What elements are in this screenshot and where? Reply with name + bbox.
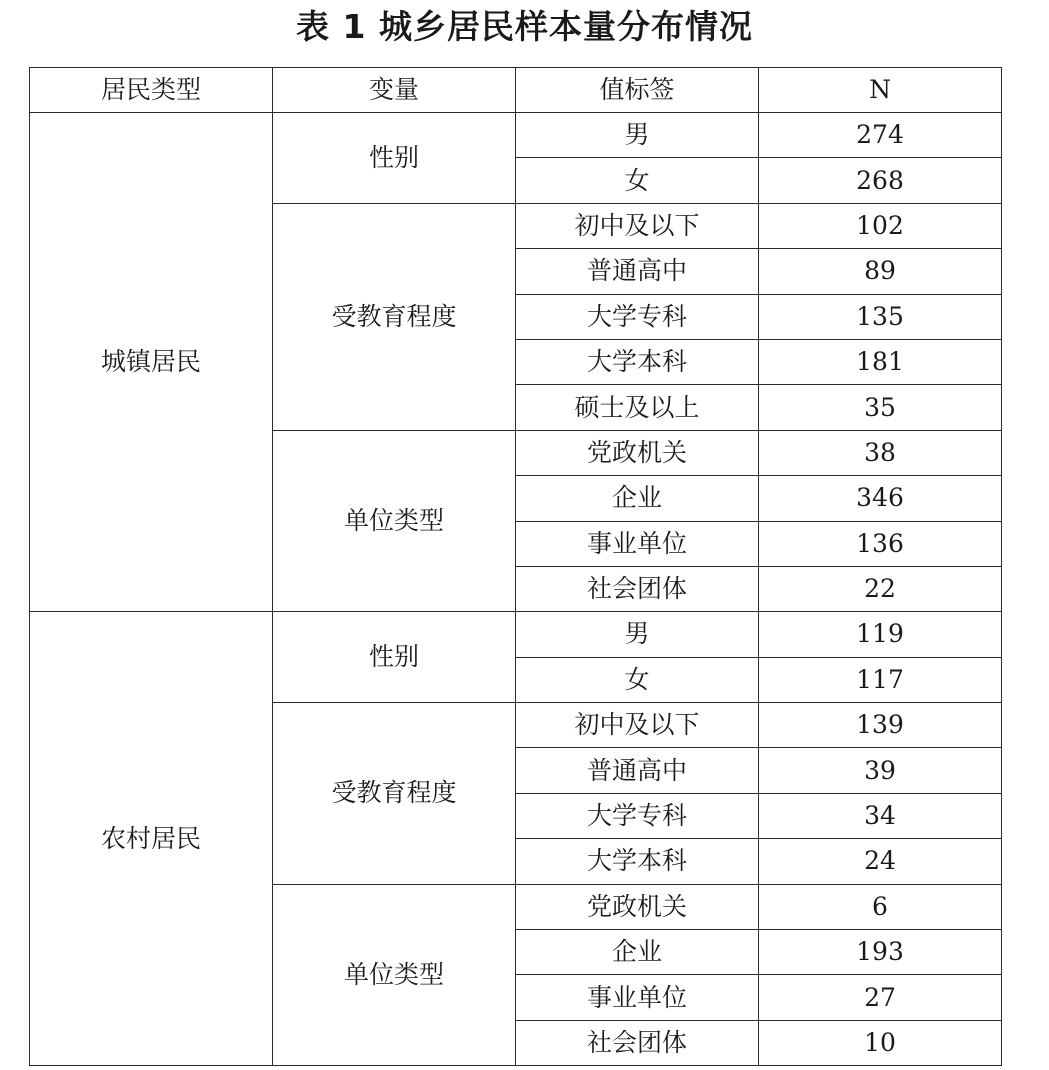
table-title: 表 1 城乡居民样本量分布情况 <box>296 7 753 46</box>
count-cell: 193 <box>759 930 1002 975</box>
count-cell: 34 <box>759 793 1002 838</box>
value-label-cell: 初中及以下 <box>516 703 759 748</box>
header-resident-type: 居民类型 <box>30 68 273 113</box>
count-cell: 38 <box>759 430 1002 475</box>
header-value-label: 值标签 <box>516 68 759 113</box>
value-label-cell: 大学本科 <box>516 839 759 884</box>
count-cell: 117 <box>759 657 1002 702</box>
value-label-cell: 社会团体 <box>516 566 759 611</box>
header-row <box>30 68 1002 113</box>
value-label-cell: 初中及以下 <box>516 203 759 248</box>
count-cell: 268 <box>759 158 1002 203</box>
value-label-cell: 社会团体 <box>516 1020 759 1065</box>
count-cell: 24 <box>759 839 1002 884</box>
count-cell: 22 <box>759 566 1002 611</box>
variable-cell: 单位类型 <box>273 884 516 1066</box>
count-cell: 35 <box>759 385 1002 430</box>
value-label-cell: 大学专科 <box>516 294 759 339</box>
value-label-cell: 男 <box>516 612 759 657</box>
count-cell: 27 <box>759 975 1002 1020</box>
header-n: N <box>759 68 1002 113</box>
value-label-cell: 企业 <box>516 930 759 975</box>
count-cell: 135 <box>759 294 1002 339</box>
value-label-cell: 大学本科 <box>516 339 759 384</box>
value-label-cell: 党政机关 <box>516 430 759 475</box>
count-cell: 119 <box>759 612 1002 657</box>
count-cell: 136 <box>759 521 1002 566</box>
variable-cell: 性别 <box>273 612 516 703</box>
value-label-cell: 普通高中 <box>516 249 759 294</box>
count-cell: 181 <box>759 339 1002 384</box>
count-cell: 346 <box>759 476 1002 521</box>
count-cell: 102 <box>759 203 1002 248</box>
count-cell: 139 <box>759 703 1002 748</box>
value-label-cell: 事业单位 <box>516 521 759 566</box>
value-label-cell: 企业 <box>516 476 759 521</box>
count-cell: 6 <box>759 884 1002 929</box>
value-label-cell: 女 <box>516 158 759 203</box>
count-cell: 39 <box>759 748 1002 793</box>
variable-cell: 受教育程度 <box>273 703 516 885</box>
table-row <box>30 113 1002 158</box>
header-variable: 变量 <box>273 68 516 113</box>
value-label-cell: 男 <box>516 113 759 158</box>
resident-type-cell: 农村居民 <box>30 612 273 1066</box>
value-label-cell: 事业单位 <box>516 975 759 1020</box>
value-label-cell: 硕士及以上 <box>516 385 759 430</box>
value-label-cell: 女 <box>516 657 759 702</box>
value-label-cell: 普通高中 <box>516 748 759 793</box>
value-label-cell: 大学专科 <box>516 793 759 838</box>
count-cell: 89 <box>759 249 1002 294</box>
count-cell: 10 <box>759 1020 1002 1065</box>
resident-type-cell: 城镇居民 <box>30 113 273 612</box>
value-label-cell: 党政机关 <box>516 884 759 929</box>
table-header <box>30 68 1002 113</box>
sample-distribution-table <box>29 67 1002 1066</box>
table-row <box>30 612 1002 657</box>
variable-cell: 受教育程度 <box>273 203 516 430</box>
count-cell: 274 <box>759 113 1002 158</box>
variable-cell: 单位类型 <box>273 430 516 612</box>
variable-cell: 性别 <box>273 113 516 204</box>
table-body <box>30 113 1002 1066</box>
